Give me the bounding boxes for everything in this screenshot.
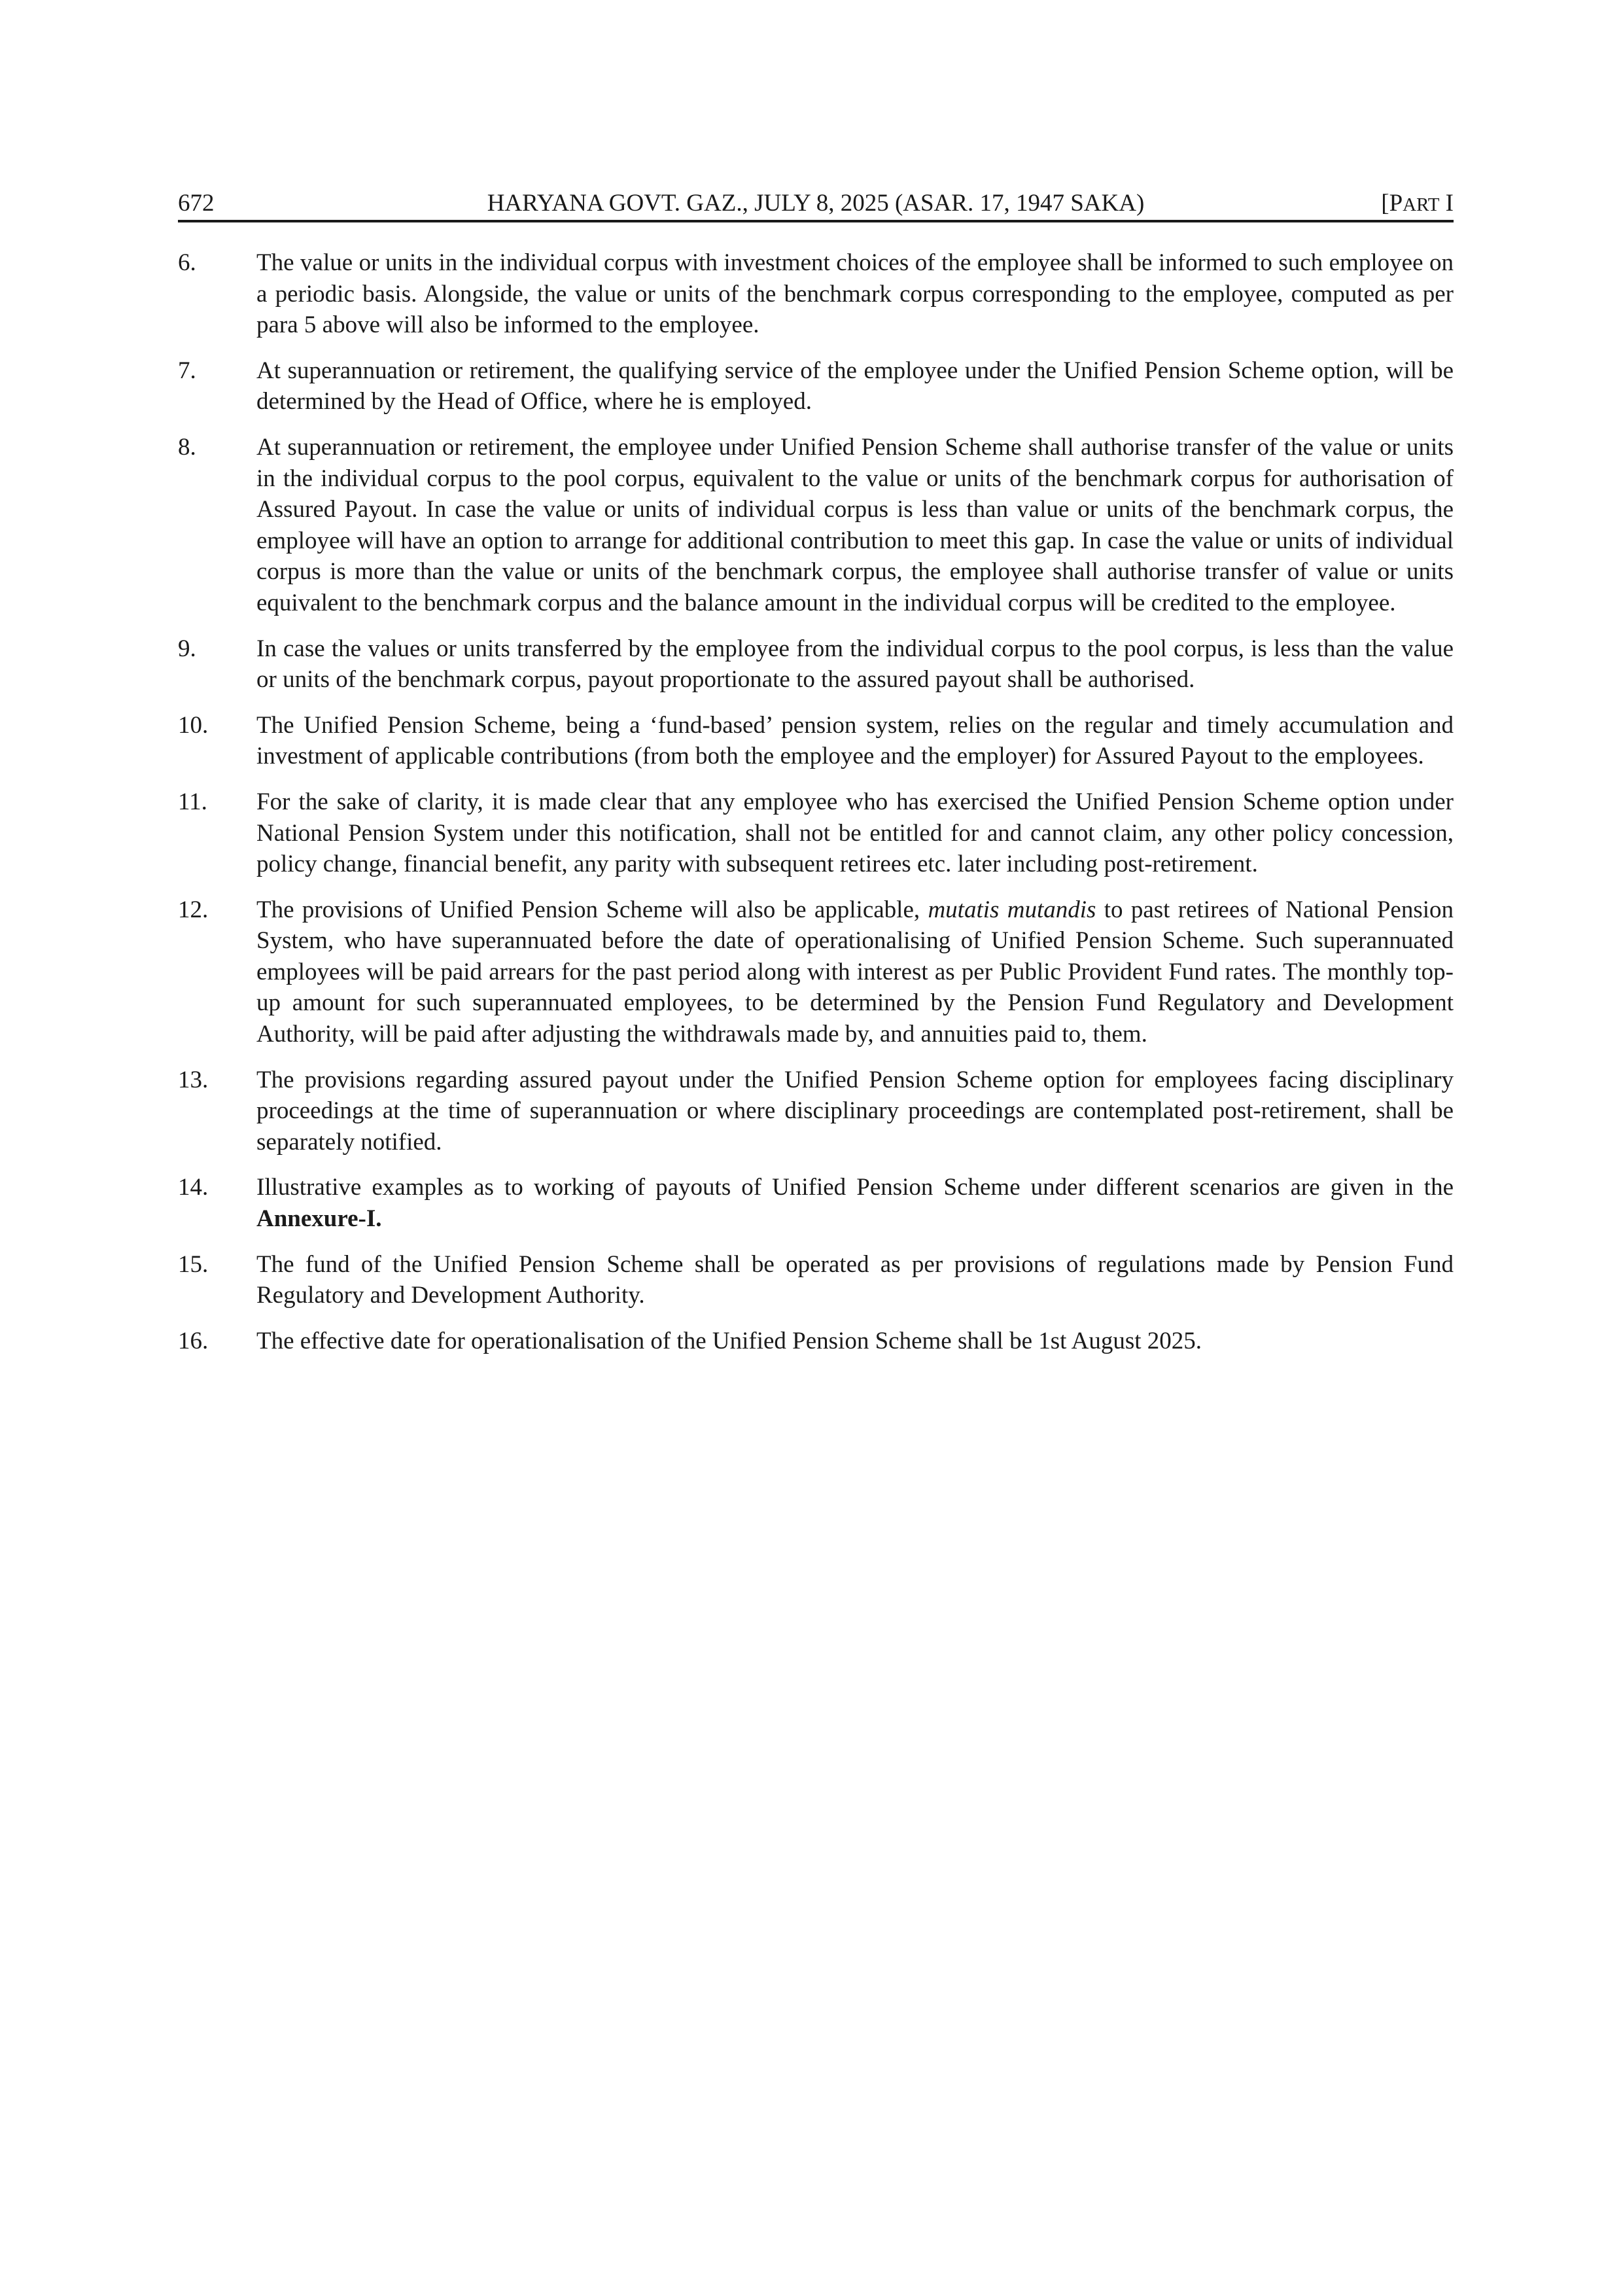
- part-label-open: [P: [1381, 190, 1403, 217]
- paragraph-text: The fund of the Unified Pension Scheme shall be operated as per provisions of regulations made by Pension Fund Regulatory and Development Authority.: [256, 1250, 1454, 1309]
- annexure-reference: Annexure-I.: [256, 1205, 382, 1233]
- part-label-small: ART: [1403, 194, 1440, 215]
- paragraph-11: [178, 786, 1454, 880]
- paragraph-text: The provisions regarding assured payout under the Unified Pension Scheme option for employees facing disciplinary proceedings at the time of superannuation or where disciplinary proceedings are contemplated post-retirement, shall be separately notified.: [256, 1066, 1454, 1156]
- part-label-numeral: I: [1439, 190, 1454, 217]
- paragraph-text: In case the values or units transferred by the employee from the individual corpus to the pool corpus, is less than the value or units of the benchmark corpus, payout proportionate to the assured payout shall be authorised.: [256, 635, 1454, 694]
- paragraph-text: At superannuation or retirement, the employee under Unified Pension Scheme shall authorise transfer of the value or units in the individual corpus to the pool corpus, equivalent to the value or units of the benchmark corpus for authorisation of Assured Payout. In case the value or units of individual corpus is less than value or units of the benchmark corpus, the employee will have an option to arrange for additional contribution to meet this gap. In case the value or units of individual corpus is more than the value or units of the benchmark corpus, the employee shall authorise transfer of value or units equivalent to the benchmark corpus and the balance amount in the individual corpus will be credited to the employee.: [256, 433, 1454, 616]
- page-header: [178, 187, 1454, 222]
- paragraph-6: [178, 247, 1454, 341]
- paragraph-number: 14.: [178, 1174, 209, 1201]
- paragraph-9: [178, 633, 1454, 696]
- paragraph-10: [178, 710, 1454, 772]
- paragraph-number: 11.: [178, 788, 207, 815]
- paragraph-number: 7.: [178, 357, 196, 384]
- paragraph-text: At superannuation or retirement, the qualifying service of the employee under the Unified Pension Scheme option, will be determined by the Head of Office, where he is employed.: [256, 357, 1454, 415]
- paragraph-15: [178, 1249, 1454, 1311]
- paragraph-number: 9.: [178, 635, 196, 662]
- paragraph-12: [178, 894, 1454, 1050]
- paragraph-text-part: to past retirees of National Pension System, who have superannuated before the date of operationalising of Unified Pension Scheme. Such superannuated employees will be paid arrears for the past period along with interest as per Public Provident Fund rates. The monthly top-up amount for such superannuated employees, to be determined by the Pension Fund Regulatory and Development Authority, will be paid after adjusting the withdrawals made by, and annuities paid to, them.: [256, 896, 1454, 1048]
- paragraph-text: [256, 894, 1454, 1050]
- paragraph-text-part: The provisions of Unified Pension Scheme will also be applicable,: [256, 896, 928, 923]
- paragraph-13: [178, 1065, 1454, 1158]
- paragraph-text: The effective date for operationalisation of the Unified Pension Scheme shall be 1st August 2025.: [256, 1327, 1202, 1354]
- paragraph-number: 13.: [178, 1066, 209, 1093]
- paragraph-number: 8.: [178, 433, 196, 461]
- gazette-title: HARYANA GOVT. GAZ., JULY 8, 2025 (ASAR. 17, 1947 SAKA): [487, 190, 1145, 217]
- paragraph-14: [178, 1172, 1454, 1234]
- paragraph-number: 10.: [178, 711, 209, 739]
- paragraph-text-part: Illustrative examples as to working of payouts of Unified Pension Scheme under different scenarios are given in the: [256, 1174, 1454, 1201]
- paragraph-number: 6.: [178, 249, 196, 276]
- italic-phrase: mutatis mutandis: [928, 896, 1096, 923]
- paragraph-16: [178, 1326, 1454, 1357]
- paragraph-8: [178, 432, 1454, 619]
- paragraph-list: [178, 247, 1454, 1371]
- paragraph-text: The value or units in the individual corpus with investment choices of the employee shall be informed to such employee on a periodic basis. Alongside, the value or units of the benchmark corpus corresponding to the employee, computed as per para 5 above will also be informed to the employee.: [256, 249, 1454, 339]
- part-label: [1381, 187, 1454, 221]
- paragraph-text: For the sake of clarity, it is made clear that any employee who has exercised the Unified Pension Scheme option under National Pension System under this notification, shall not be entitled for and cannot claim, any other policy concession, policy change, financial benefit, any parity with subsequent retirees etc. later including post-retirement.: [256, 788, 1454, 878]
- page-number: 672: [178, 190, 215, 217]
- paragraph-7: [178, 355, 1454, 417]
- paragraph-number: 16.: [178, 1327, 209, 1354]
- paragraph-text: The Unified Pension Scheme, being a ‘fund-based’ pension system, relies on the regular and timely accumulation and investment of applicable contributions (from both the employee and the employer) for Assured Payout to the employees.: [256, 711, 1454, 770]
- paragraph-number: 15.: [178, 1250, 209, 1278]
- paragraph-text: [256, 1172, 1454, 1234]
- paragraph-number: 12.: [178, 896, 209, 923]
